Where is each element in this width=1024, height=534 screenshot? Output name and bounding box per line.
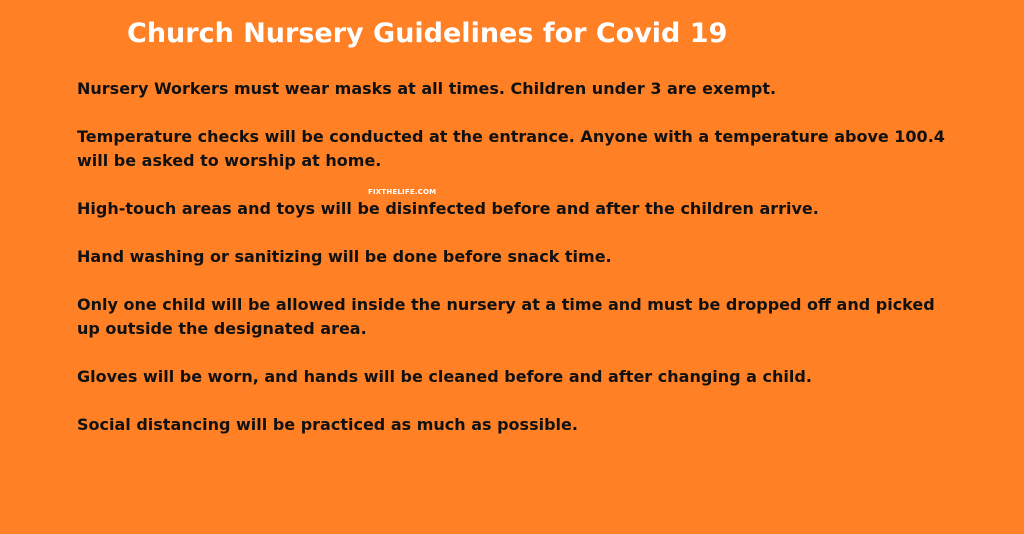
watermark: FIXTHELIFE.COM: [368, 188, 437, 196]
guideline-temperature-checks: Temperature checks will be conducted at the entrance. Anyone with a temperature above 100.4 will be asked to worship at home.: [77, 127, 945, 170]
guideline-hand-washing: Hand washing or sanitizing will be done before snack time.: [77, 247, 612, 266]
guideline-social-distancing: Social distancing will be practiced as much as possible.: [77, 415, 578, 434]
guideline-masks: Nursery Workers must wear masks at all times. Children under 3 are exempt.: [77, 79, 777, 98]
guideline-disinfection: High-touch areas and toys will be disinfected before and after the children arrive.: [77, 199, 819, 218]
page-title: Church Nursery Guidelines for Covid 19: [127, 18, 728, 49]
guideline-gloves: Gloves will be worn, and hands will be cleaned before and after changing a child.: [77, 367, 812, 386]
guidelines-list: [77, 77, 957, 461]
guideline-one-child: Only one child will be allowed inside the nursery at a time and must be dropped off and picked up outside the designated area.: [77, 295, 935, 338]
